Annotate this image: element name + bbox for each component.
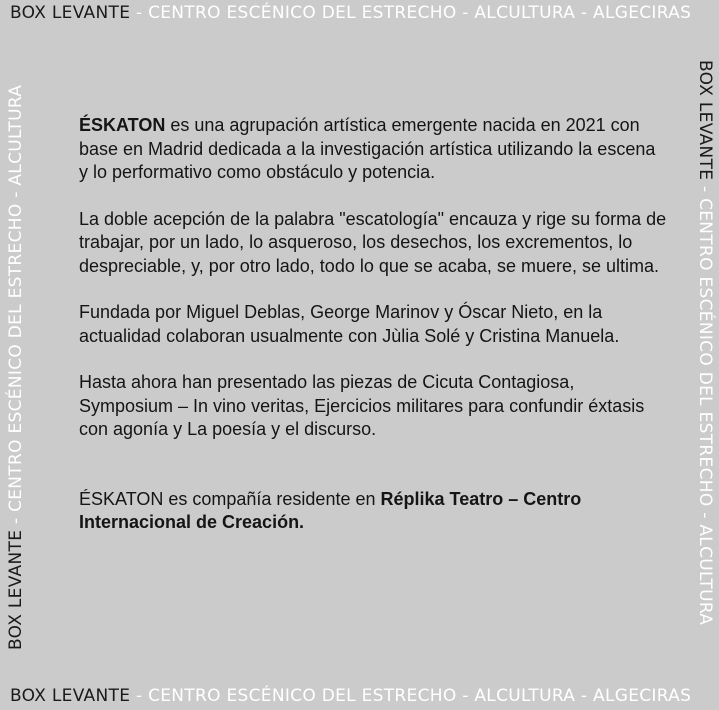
residency-text: ÉSKATON es compañía residente en: [79, 488, 381, 509]
left-banner: [8, 85, 25, 650]
banner-details: - CENTRO ESCÉNICO DEL ESTRECHO - ALCULTURA: [695, 180, 715, 626]
paragraph-works: Hasta ahora han presentado las piezas de Cicuta Contagiosa, Symposium – In vino veritas, Ejercicios militares para confundir éxtasis con agonía y La poesía y el discurso.: [79, 372, 645, 439]
company-name: ÉSKATON: [79, 115, 166, 135]
top-banner: [10, 5, 691, 22]
intro-text: es una agrupación artística emergente nacida en 2021 con base en Madrid dedicada a la investigación artística utilizando la escena y lo performativo como obstáculo y potencia.: [79, 115, 656, 182]
banner-venue: BOX LEVANTE: [6, 529, 26, 650]
right-banner: [696, 60, 713, 625]
banner-venue: BOX LEVANTE: [10, 3, 131, 23]
banner-details: - CENTRO ESCÉNICO DEL ESTRECHO - ALCULTURA - ALGECIRAS: [130, 686, 692, 706]
residency-venue: Réplika Teatro – Centro Internacional de Creación.: [79, 488, 582, 532]
bottom-banner: [10, 688, 691, 705]
banner-details: - CENTRO ESCÉNICO DEL ESTRECHO - ALCULTURA - ALGECIRAS: [130, 3, 692, 23]
paragraph-meaning: La doble acepción de la palabra "escatología" encauza y rige su forma de trabajar, por un lado, lo asqueroso, los desechos, los excrementos, lo despreciable, y, por otro lado, todo lo que se acaba, se muere, se ultima.: [79, 208, 667, 276]
banner-venue: BOX LEVANTE: [10, 686, 131, 706]
banner-details: - CENTRO ESCÉNICO DEL ESTRECHO - ALCULTURA: [6, 84, 26, 530]
paragraph-residency: [79, 488, 669, 535]
description-text: [79, 114, 669, 558]
paragraph-intro: [79, 114, 669, 185]
banner-venue: BOX LEVANTE: [695, 60, 715, 181]
paragraph-founders: Fundada por Miguel Deblas, George Marinov y Óscar Nieto, en la actualidad colaboran usualmente con Jùlia Solé y Cristina Manuela.: [79, 302, 620, 346]
